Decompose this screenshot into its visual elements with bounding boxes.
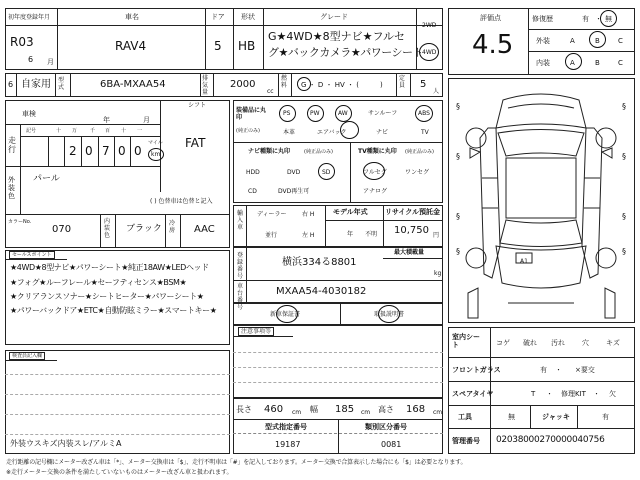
interior-label: 内装 <box>536 59 550 67</box>
tv-analog: アナログ <box>363 188 388 195</box>
disp-label: 排気量 <box>202 75 209 96</box>
navi-sub: (純正品のみ) <box>304 149 333 155</box>
ac-value: AAC <box>194 224 215 235</box>
import-dealer: ディーラー <box>257 211 287 218</box>
import-left: 左 H <box>302 232 315 239</box>
notes-label: 注意事項等 <box>238 327 274 336</box>
cert-row <box>233 303 443 325</box>
front-glass-dot: ・ <box>555 366 562 374</box>
navi-cd: CD <box>248 188 257 195</box>
sales-point-label: セールスポイント <box>9 251 55 259</box>
type-no-label: 型式指定番号 <box>265 423 307 431</box>
equipment-label: 装備品に丸印 <box>236 107 267 121</box>
mileage-unit-hyaku: 百 <box>105 128 111 134</box>
equip-airbag: エアバック <box>317 129 347 136</box>
mileage-unit-ichi: 一 <box>137 128 143 134</box>
model-year-unknown: 不明 <box>365 231 378 238</box>
navi-dvd-play: DVD再生可 <box>278 188 310 195</box>
navi-sd: SD <box>322 169 331 176</box>
shape-label: 形状 <box>241 13 255 21</box>
map-mark-4: § <box>622 152 626 161</box>
tv-oneseg: ワンセグ <box>405 169 430 176</box>
type-no-value: 19187 <box>275 440 301 449</box>
seat-koge: コゲ <box>496 339 510 347</box>
map-mark-8: § <box>622 247 626 256</box>
score-value: 4.5 <box>472 30 514 60</box>
interior-opt-a: A <box>570 59 575 67</box>
doors-value: 5 <box>214 39 222 53</box>
reg-month: 6 <box>28 55 34 64</box>
equip-navi: ナビ <box>376 129 389 136</box>
exterior-opt-c: C <box>618 37 623 45</box>
wid-label: 幅 <box>310 405 318 414</box>
reg-year-label: 初年度登録年月 <box>8 14 51 21</box>
mileage-digit-5: 0 <box>134 144 142 158</box>
mgmt-value: 02038000270000040756 <box>496 435 605 445</box>
car-diagram <box>448 78 635 323</box>
footer-line-1: 走行距離の記号欄にメーター改ざん車は「*」、メーター交換車は「$」、走行不明車は「#」を記入しております。メーター交換で合算表示した場合にも「$」は必要となります。 <box>6 459 467 466</box>
seat-yogore: 汚れ <box>551 339 565 347</box>
import-label: 輸入車 <box>237 210 244 231</box>
cert-manual: 取扱説明書 <box>374 311 405 318</box>
mileage-digit-2: 0 <box>85 144 93 158</box>
repair-dot: ・ <box>595 15 602 23</box>
load-label: 最大積載量 <box>394 249 425 256</box>
equip-pw: PW <box>310 110 320 117</box>
inspection-label: 車検 <box>22 110 36 118</box>
cap-unit: 人 <box>433 88 440 95</box>
equip-tv: TV <box>421 129 429 136</box>
drive-label-2wd: 2WD <box>422 22 437 29</box>
map-mark-1: § <box>456 102 460 111</box>
inspection-year: 年 <box>103 116 110 124</box>
inspection-month: 月 <box>143 116 150 124</box>
inspector-label: 検査員記入欄 <box>9 352 45 360</box>
mileage-unit-jyu: 十 <box>121 128 127 134</box>
color-code-label: カラーNo. <box>8 219 32 225</box>
len-value: 460 <box>264 404 284 415</box>
hgt-label: 高さ <box>378 405 394 414</box>
chassis-label: 車台番号 <box>237 283 244 311</box>
spare-dot-2: ・ <box>593 390 600 398</box>
tools-value: 無 <box>508 413 515 421</box>
mileage-unit-man: 万 <box>72 128 78 134</box>
doors-label: ドア <box>211 13 225 21</box>
chassis-value: MXAA54-4030182 <box>276 286 367 297</box>
import-right: 右 H <box>302 211 315 218</box>
sales-line-1: ★4WD★8型ナビ★パワーシート★純正18AW★LEDヘッド <box>10 263 209 272</box>
spare-kit: 修理KIT <box>561 390 586 398</box>
cap-value: 5 <box>420 79 427 90</box>
mgmt-label: 管理番号 <box>452 437 480 445</box>
hgt-value: 168 <box>406 404 426 415</box>
cat-no-label: 類別区分番号 <box>365 423 407 431</box>
tv-label: TV種類に丸印 <box>358 148 397 155</box>
grade-line2: グ★バックカメラ★パワーシート <box>268 46 424 59</box>
navi-label: ナビ種類に丸印 <box>248 148 291 155</box>
color-code-value: 070 <box>52 224 72 235</box>
model-value: 6BA-MXAA54 <box>100 79 166 90</box>
equip-leather: 本革 <box>283 129 296 136</box>
recycle-unit: 円 <box>433 232 440 239</box>
model-year-unit: 年 <box>347 231 354 238</box>
interior-opt-b: B <box>595 59 600 67</box>
mileage-digit-4: 0 <box>118 144 126 158</box>
navi-dvd: DVD <box>287 169 301 176</box>
shift-value: FAT <box>185 136 206 150</box>
mileage-mile: マイル <box>148 140 163 146</box>
score-label: 評価点 <box>480 14 501 22</box>
footer-line-2: ※走行メーター交換の条件を満たしていないものはメーター改ざん車と扱われます。 <box>6 469 233 476</box>
usage-num: 6 <box>8 80 14 89</box>
map-mark-6: § <box>622 212 626 221</box>
repair-opt-yes: 有 <box>582 15 589 23</box>
front-glass-yes: 有 <box>540 366 547 374</box>
seat-kizu: キズ <box>606 339 620 347</box>
int-color-value: ブラック <box>126 224 162 234</box>
ac-label: 冷房 <box>169 220 176 234</box>
spare-dot-1: ・ <box>546 390 553 398</box>
navi-hdd: HDD <box>246 169 260 176</box>
color-note: ( ) 色替車は色替と記入 <box>150 198 213 205</box>
equip-ps: PS <box>283 110 291 117</box>
mileage-km: km <box>151 151 161 158</box>
spare-missing: 欠 <box>609 390 616 398</box>
spare-label: スペアタイヤ <box>452 390 494 398</box>
front-glass-label: フロントガラス <box>452 366 501 374</box>
mileage-digit-1: 2 <box>69 144 77 158</box>
cat-no-value: 0081 <box>381 440 402 449</box>
tools-label: 工具 <box>458 413 472 421</box>
grade-label: グレード <box>320 13 348 21</box>
shape-value: HB <box>238 39 256 53</box>
shift-label: シフト <box>188 102 207 109</box>
fuel-options: G ・ D ・ HV ・ ( ) <box>301 81 383 89</box>
load-unit: kg <box>434 270 442 277</box>
car-name: RAV4 <box>115 39 147 53</box>
mileage-unit-sen: 千 <box>90 128 96 134</box>
model-year-label: モデル年式 <box>333 208 368 216</box>
inspector-text: 外装ウスキズ内装スレ/アルミA <box>10 439 122 448</box>
color-label: 外装色 <box>8 176 15 200</box>
cert-warranty: 新車保証書 <box>270 311 301 318</box>
reg-no-value: 横浜334る8801 <box>282 257 357 268</box>
map-mark-5: § <box>456 212 460 221</box>
seat-label: 室内シート <box>452 333 480 349</box>
recycle-label: リサイクル預託金 <box>385 208 441 216</box>
seat-yabure: 破れ <box>523 339 537 347</box>
len-label: 長さ <box>236 405 252 414</box>
int-color-label: 内装色 <box>104 218 111 239</box>
map-mark-3: § <box>456 152 460 161</box>
spare-t: T <box>531 390 536 398</box>
exterior-label: 外装 <box>536 37 550 45</box>
repair-opt-no: 無 <box>605 15 612 23</box>
drive-value: 4WD <box>422 49 437 56</box>
reg-era: R03 <box>10 35 34 49</box>
tv-fullseg: フルセグ <box>363 169 387 176</box>
reg-no-label: 登録番号 <box>237 252 244 280</box>
import-parallel: 並行 <box>265 232 278 239</box>
tv-sub: (純正品のみ) <box>405 149 434 155</box>
mileage-digit-3: 7 <box>102 144 110 158</box>
equip-abs: ABS <box>418 110 430 117</box>
sales-line-2: ★フォグ★ルーフレール★セーフティセンス★BSM★ <box>10 278 187 287</box>
wid-unit: cm <box>361 409 371 416</box>
map-mark-2: § <box>622 102 626 111</box>
len-unit: cm <box>292 409 302 416</box>
name-label: 車名 <box>125 13 139 21</box>
model-label: 型式 <box>58 77 65 91</box>
interior-opt-c: C <box>618 59 623 67</box>
cc-unit: cc <box>267 88 274 95</box>
jack-value: 有 <box>602 413 609 421</box>
hgt-unit: cm <box>433 409 443 416</box>
repair-label: 修復歴 <box>532 15 553 23</box>
color-value: パール <box>33 174 60 184</box>
front-glass-replace: ×要交 <box>575 366 595 374</box>
jack-label: ジャッキ <box>542 413 570 421</box>
mileage-unit-jyuman: 十 <box>56 128 62 134</box>
cap-label: 定員 <box>399 75 406 89</box>
equip-aw: AW <box>338 110 348 117</box>
wid-value: 185 <box>335 404 355 415</box>
grade-line1: G★4WD★8型ナビ★フルセ <box>268 30 406 43</box>
glass-label: A1 <box>520 258 528 265</box>
sales-line-3: ★クリアランスソナー★シートヒーター★パワーシート★ <box>10 292 204 301</box>
usage-value: 自家用 <box>21 79 51 90</box>
recycle-value: 10,750 <box>394 225 429 236</box>
mileage-unit-sym: 記号 <box>26 128 37 134</box>
mileage-label: 走行 <box>8 136 16 154</box>
seat-ana: 穴 <box>582 339 589 347</box>
month-unit: 月 <box>47 58 54 66</box>
equipment-sub: (純正のみ) <box>236 128 260 134</box>
sales-line-4: ★パワーバックドア★ETC★自動防眩ミラー★スマートキー★ <box>10 306 217 315</box>
exterior-opt-b: B <box>595 37 600 45</box>
equip-sunroof: サンルーフ <box>368 110 398 117</box>
disp-value: 2000 <box>230 79 256 90</box>
map-mark-7: § <box>456 247 460 256</box>
fuel-label: 燃料 <box>281 75 288 89</box>
exterior-opt-a: A <box>570 37 575 45</box>
